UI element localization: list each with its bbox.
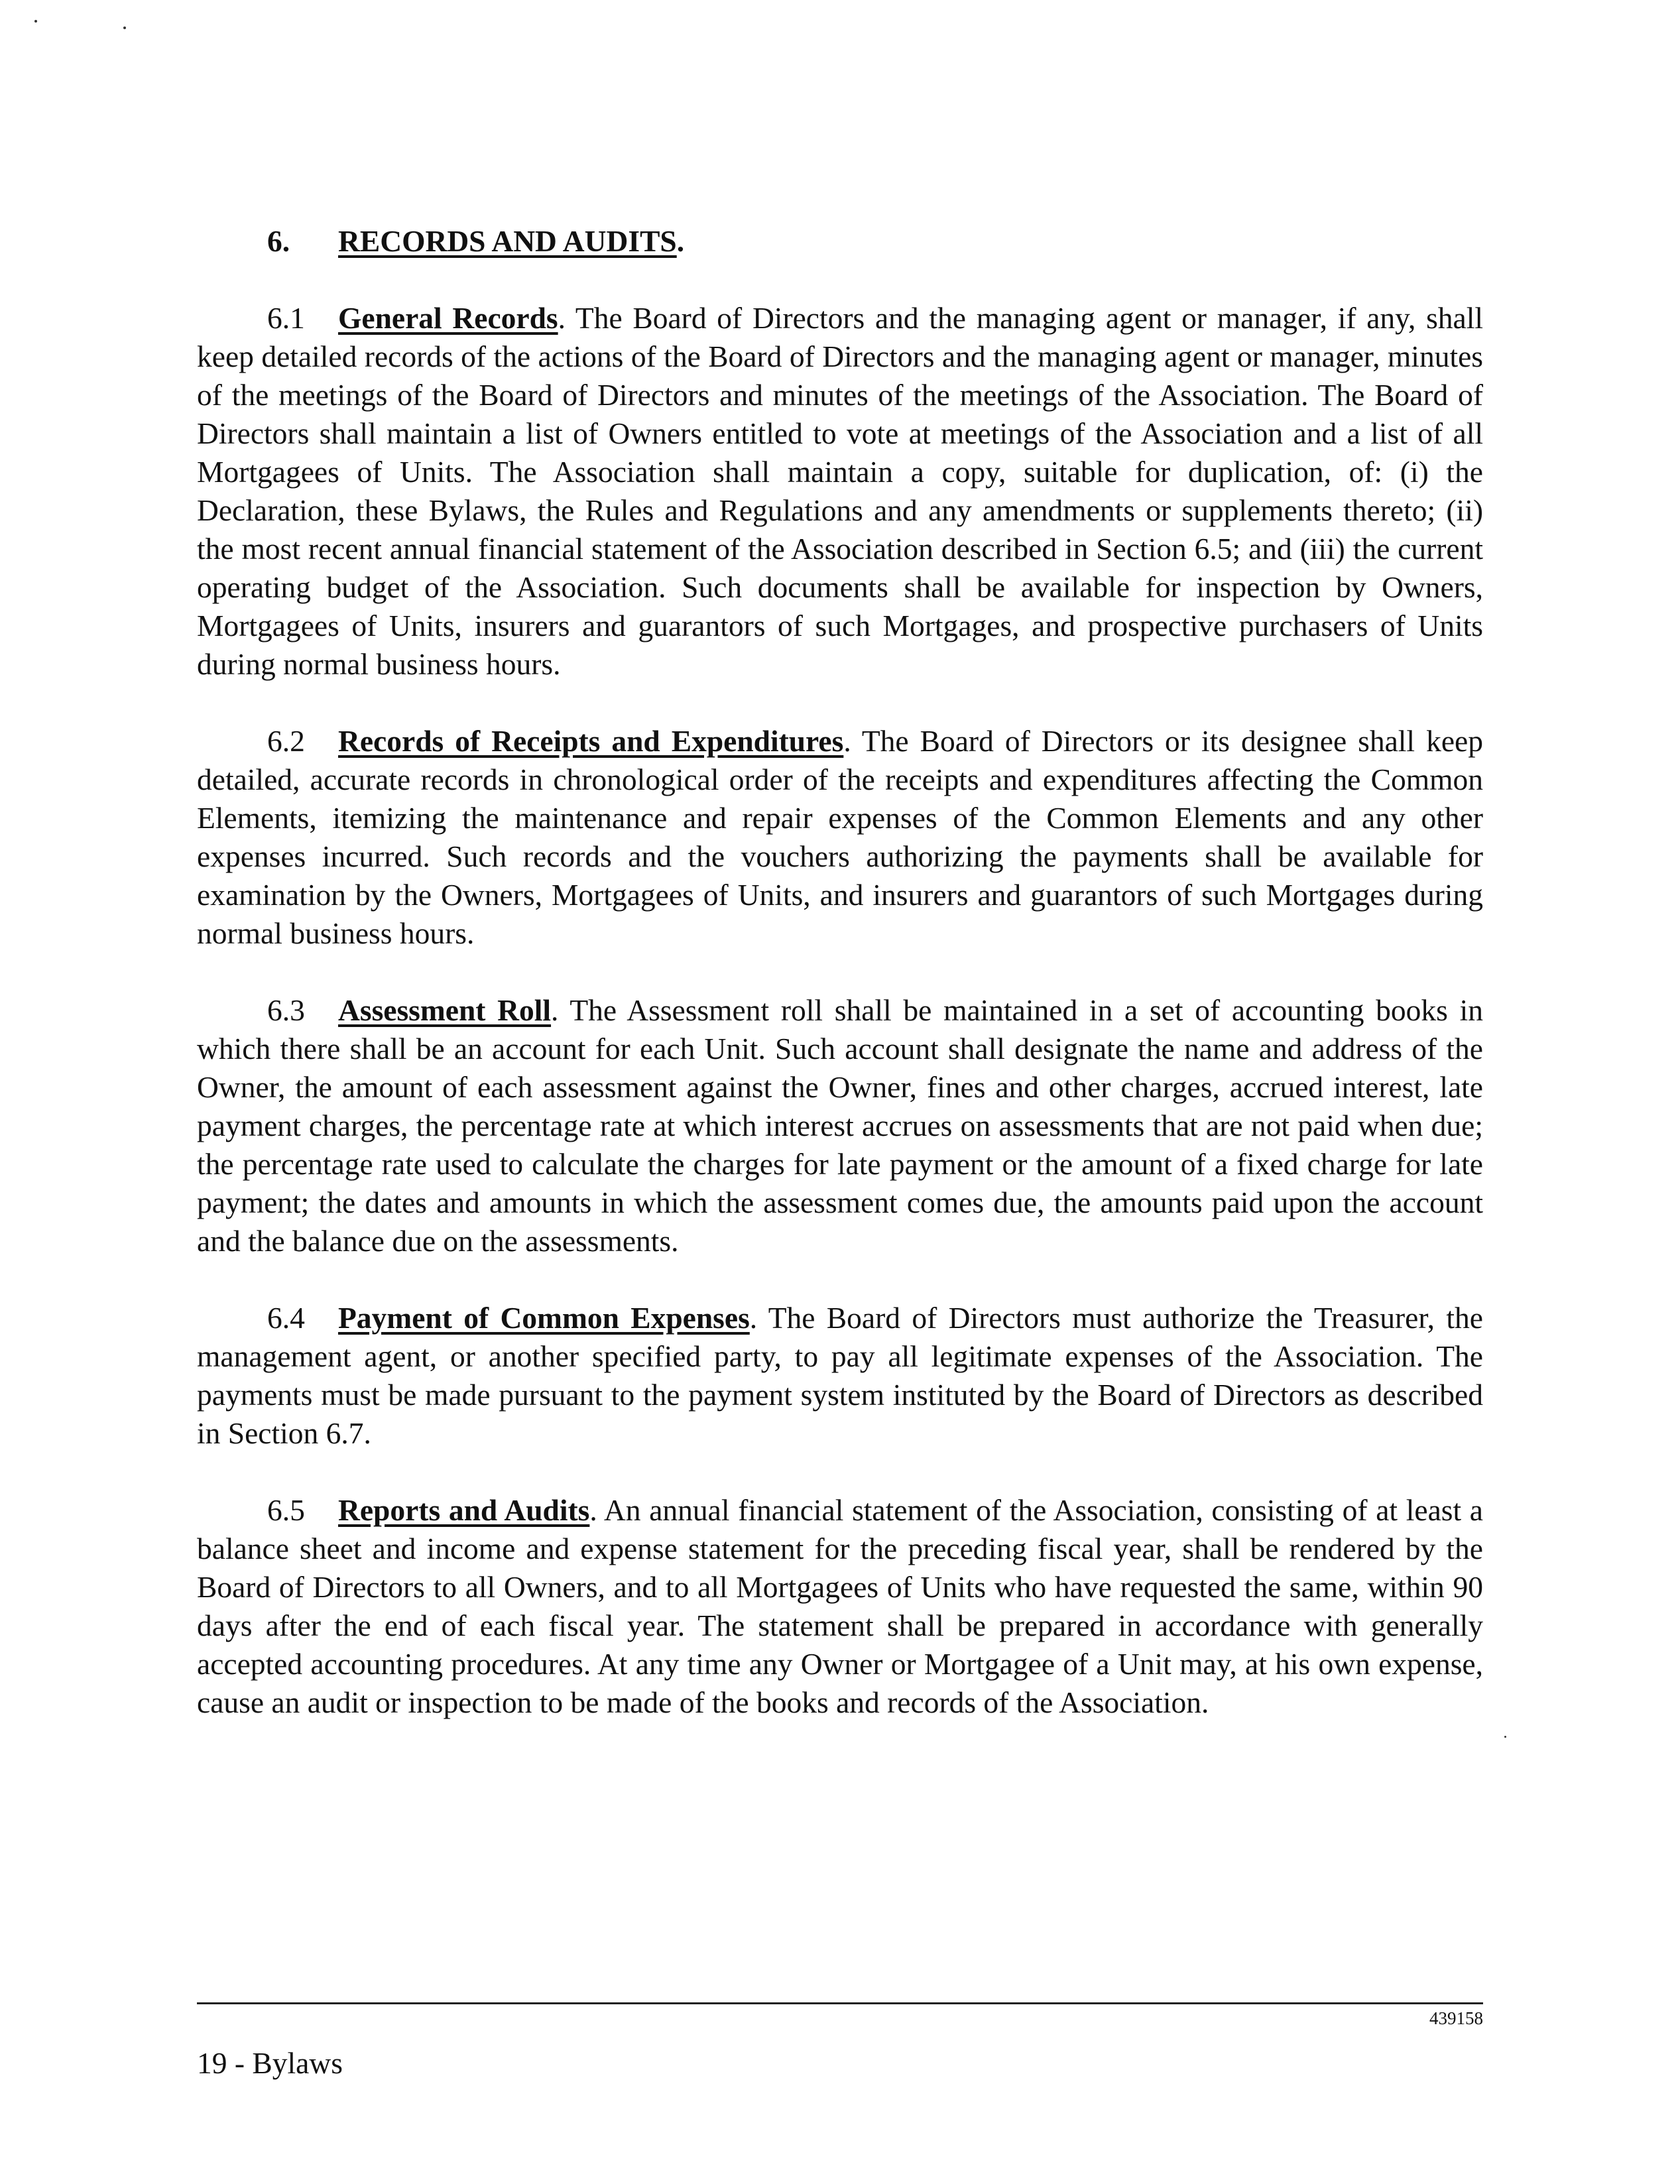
scan-artifact-dot <box>123 27 126 29</box>
subsection-number: 6.1 <box>267 301 305 335</box>
subsection-title-punct: . <box>843 724 851 758</box>
document-number: 439158 <box>1429 2008 1483 2028</box>
subsection-title-punct: . <box>558 301 566 335</box>
scan-artifact-dot <box>1504 1736 1506 1738</box>
subsection-number: 6.3 <box>267 993 305 1027</box>
subsection-title-punct: . <box>589 1493 597 1527</box>
subsection-title: Assessment Roll <box>338 993 552 1027</box>
subsection-number: 6.2 <box>267 724 305 758</box>
page-footer-label: 19 - Bylaws <box>197 2046 343 2080</box>
subsection-body: The Board of Directors and the managing agent or manager, if any, shall keep detailed records of the actions of the Board of Directors and the managing agent or manager, minutes of the meetings of the Board of Directors and minutes of the meetings of the Association. The Board of Directors shall maintain a list of Owners entitled to vote at meetings of the Association and a list of all Mortgagees of Units. The Association shall maintain a copy, suitable for duplication, of: (i) the Declaration, these Bylaws, the Rules and Regulations and any amendments or supplements thereto; (ii) the most recent annual financial statement of the Association described in Section 6.5; and (iii) the current operating budget of the Association. Such documents shall be available for inspection by Owners, Mortgagees of Units, insurers and guarantors of such Mortgages, and prospective purchasers of Units during normal business hours. <box>197 301 1483 681</box>
subsection-title: Records of Receipts and Expenditures <box>338 724 844 758</box>
subsection-number: 6.5 <box>267 1493 305 1527</box>
subsection-body: The Board of Directors must authorize the Treasurer, the management agent, or another specified party, to pay all legitimate expenses of the Association. The payments must be made pursuant to the payment system instituted by the Board of Directors as described in Section 6.7. <box>197 1301 1483 1450</box>
subsection-body: An annual financial statement of the Association, consisting of at least a balance sheet and income and expense statement for the preceding fiscal year, shall be rendered by the Board of Directors to all Owners, and to all Mortgagees of Units who have requested the same, within 90 days after the end of each fiscal year. The statement shall be prepared in accordance with generally accepted accounting procedures. At any time any Owner or Mortgagee of a Unit may, at his own expense, cause an audit or inspection to be made of the books and records of the Association. <box>197 1493 1484 1719</box>
subsection-title-punct: . <box>749 1301 758 1335</box>
subsection-number: 6.4 <box>267 1301 305 1335</box>
subsection-body: The Assessment roll shall be maintained in a set of accounting books in which there shall be an account for each Unit. Such account shall designate the name and address of the Owner, the amount of each assessment against the Owner, fines and other charges, accrued interest, late payment charges, the percentage rate at which interest accrues on assessments that are not paid when due; the percentage rate used to calculate the charges for late payment or the amount of a fixed charge for late payment; the dates and amounts in which the assessment comes due, the amounts paid upon the account and the balance due on the assessments. <box>197 993 1483 1258</box>
section-heading-title: RECORDS AND AUDITS <box>338 224 677 258</box>
subsection-6-3 <box>197 991 1483 1260</box>
subsection-6-2 <box>197 722 1483 953</box>
section-heading-trailing: . <box>676 224 685 258</box>
document-body <box>197 222 1483 1760</box>
section-heading-number: 6. <box>267 224 290 258</box>
subsection-title-punct: . <box>551 993 559 1027</box>
footer-divider <box>197 2002 1483 2004</box>
scan-artifact-dot <box>34 20 37 23</box>
section-heading <box>197 222 1483 261</box>
subsection-body: The Board of Directors or its designee shall keep detailed, accurate records in chronological order of the receipts and expenditures affecting the Common Elements, itemizing the maintenance and repair expenses of the Common Elements and any other expenses incurred. Such records and the vouchers authorizing the payments shall be available for examination by the Owners, Mortgagees of Units, and insurers and guarantors of such Mortgages during normal business hours. <box>197 724 1483 950</box>
subsection-6-5 <box>197 1491 1483 1722</box>
subsection-title: Reports and Audits <box>338 1493 590 1527</box>
subsection-title: Payment of Common Expenses <box>338 1301 750 1335</box>
subsection-6-4 <box>197 1299 1483 1453</box>
subsection-6-1 <box>197 299 1483 684</box>
subsection-title: General Records <box>338 301 558 335</box>
